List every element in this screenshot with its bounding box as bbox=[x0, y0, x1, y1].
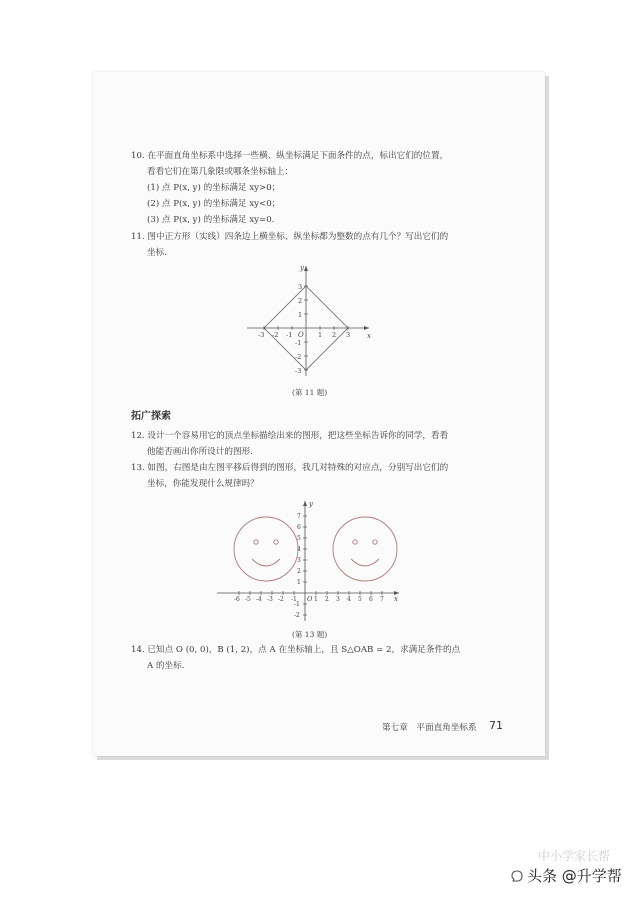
chapter-footer: 第七章 平面直角坐标系 bbox=[382, 723, 477, 733]
problem-14-line-2: A 的坐标. bbox=[147, 661, 185, 671]
watermark-main: 头条 @升学帮 bbox=[527, 867, 622, 885]
figure-13-right-face bbox=[333, 517, 397, 581]
figure-11-x-tick-label: 2 bbox=[332, 331, 337, 339]
figure-11-y-tick-label: -3 bbox=[295, 367, 302, 375]
figure-13-x-tick-label: 2 bbox=[325, 596, 329, 603]
problem-10-line-1: 10. 在平面直角坐标系中选择一些横、纵坐标满足下面条件的点，标出它们的位置， bbox=[131, 151, 449, 161]
figure-11-y-tick-label: -1 bbox=[295, 339, 302, 347]
figure-11-square-graph bbox=[243, 258, 378, 383]
figure-11-x-tick-label: -1 bbox=[286, 331, 293, 339]
figure-13-y-tick-label: 3 bbox=[297, 557, 301, 564]
problem-13-line-2: 坐标，你能发现什么规律吗？ bbox=[147, 479, 259, 489]
figure-13-caption: (第 13 题) bbox=[292, 630, 328, 639]
problem-12-line-1: 12. 设计一个容易用它的顶点坐标描绘出来的图形，把这些坐标告诉你的同学，看看 bbox=[131, 431, 449, 441]
figure-13-x-label: x bbox=[394, 595, 398, 603]
problem-13-line-1: 13. 如图，右图是由左图平移后得到的图形，我几对特殊的对应点，分别写出它们的 bbox=[131, 463, 449, 473]
figure-13-y-tick-label: -1 bbox=[294, 601, 300, 608]
figure-13-x-tick-label: 6 bbox=[369, 596, 373, 603]
figure-13-y-label: y bbox=[309, 500, 313, 508]
problem-10-item-1: (1) 点 P(x, y) 的坐标满足 xy>0； bbox=[147, 183, 281, 193]
problem-11-line-1: 11. 图中正方形（实线）四条边上横坐标、纵坐标都为整数的点有几个？写出它们的 bbox=[131, 232, 449, 242]
figure-13-y-tick-label: 6 bbox=[297, 524, 301, 531]
figure-13-origin-label: O bbox=[307, 595, 313, 603]
figure-13-x-tick-label: 7 bbox=[380, 596, 384, 603]
figure-11-origin-label: O bbox=[298, 331, 304, 339]
page-number: 71 bbox=[489, 719, 503, 732]
figure-11-x-tick-label: 1 bbox=[318, 331, 323, 339]
figure-13-x-tick-label: -5 bbox=[245, 596, 251, 603]
figure-11-y-tick-label: 2 bbox=[298, 297, 303, 305]
figure-11-y-label: y bbox=[300, 264, 304, 272]
figure-13-x-tick-label: 4 bbox=[347, 596, 351, 603]
figure-13-x-tick-label: -4 bbox=[256, 596, 262, 603]
problem-14-line-1: 14. 已知点 O (0, 0)，B (1, 2)，点 A 在坐标轴上，且 S△OAB = 2，求满足条件的点 bbox=[131, 645, 461, 655]
figure-13-x-tick-label: -3 bbox=[267, 596, 273, 603]
figure-11-x-tick-label: -2 bbox=[272, 331, 279, 339]
figure-13-left-face bbox=[234, 517, 298, 581]
figure-13-x-tick-label: -2 bbox=[278, 596, 284, 603]
figure-13-y-tick-label: 7 bbox=[297, 513, 301, 520]
figure-13-x-tick-label: 3 bbox=[336, 596, 340, 603]
figure-11-y-tick-label: 1 bbox=[298, 311, 303, 319]
figure-13-y-tick-label: 5 bbox=[297, 535, 301, 542]
figure-13-y-tick-label: 1 bbox=[297, 579, 301, 586]
figure-13-y-tick-label: 2 bbox=[297, 568, 301, 575]
watermark-faded: 中小学家长帮 bbox=[538, 849, 611, 863]
figure-13-x-tick-label: 5 bbox=[358, 596, 362, 603]
figure-13-x-tick-label: 1 bbox=[314, 596, 318, 603]
figure-13-x-tick-label: -1 bbox=[291, 596, 297, 603]
figure-13-y-tick-label: 4 bbox=[297, 546, 301, 553]
figure-11-caption: (第 11 题) bbox=[292, 388, 328, 397]
figure-11-x-tick-label: 3 bbox=[346, 331, 351, 339]
problem-10-line-2: 看看它们在第几象限或哪条坐标轴上： bbox=[147, 167, 294, 177]
figure-13-smiley-graph bbox=[213, 497, 408, 625]
problem-10-item-3: (3) 点 P(x, y) 的坐标满足 xy=0. bbox=[147, 215, 275, 225]
figure-11-y-tick-label: 3 bbox=[298, 283, 303, 291]
section-title: 拓广探索 bbox=[131, 411, 171, 422]
figure-11-y-tick-label: -2 bbox=[295, 353, 302, 361]
figure-13-y-tick-label: -2 bbox=[294, 612, 300, 619]
figure-11-x-tick-label: -3 bbox=[258, 331, 265, 339]
problem-11-line-2: 坐标. bbox=[147, 248, 167, 258]
figure-11-x-label: x bbox=[367, 332, 371, 340]
problem-10-item-2: (2) 点 P(x, y) 的坐标满足 xy<0； bbox=[147, 199, 281, 209]
watermark-logo-icon bbox=[510, 868, 524, 882]
figure-13-x-tick-label: -6 bbox=[234, 596, 240, 603]
problem-12-line-2: 他能否画出你所设计的图形. bbox=[147, 447, 253, 457]
